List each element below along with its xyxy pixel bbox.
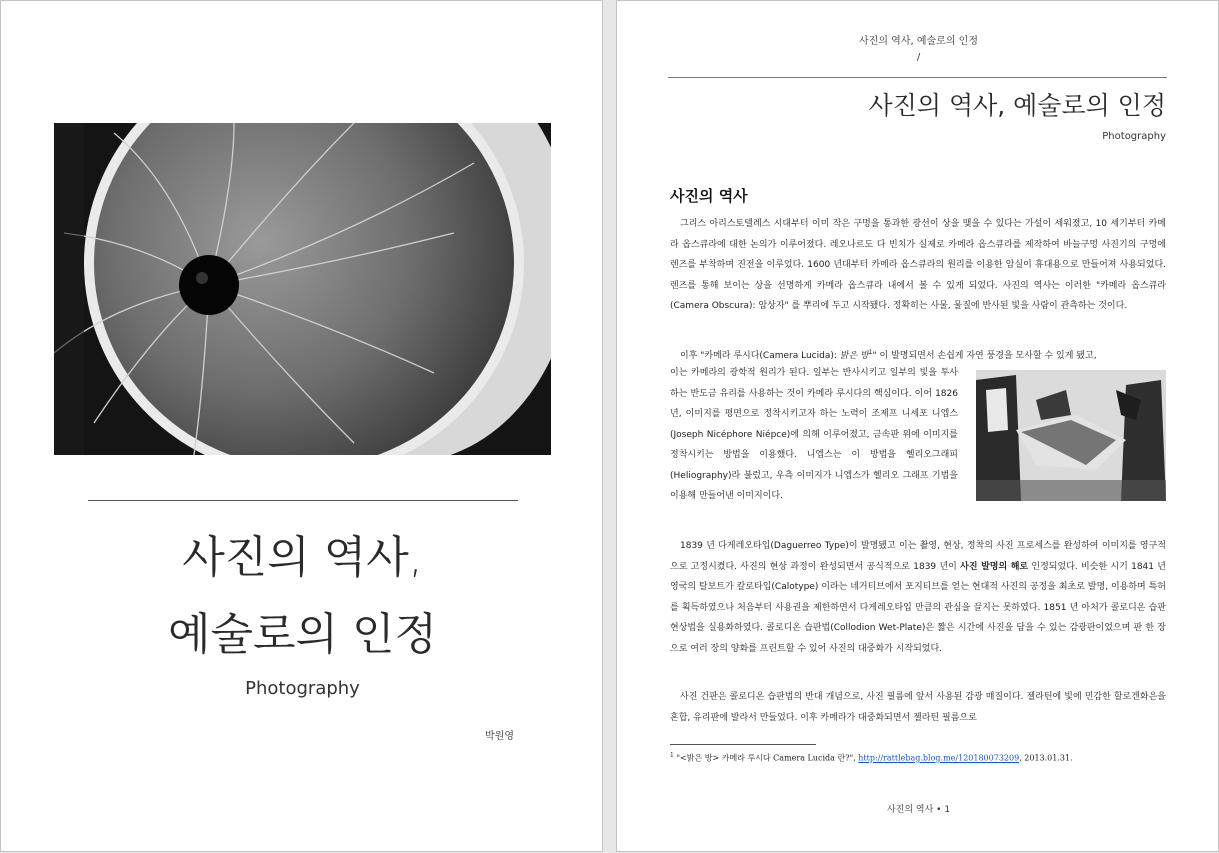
header-title: 사진의 역사, 예술로의 인정	[859, 36, 978, 47]
section-heading: 사진의 역사	[670, 187, 748, 205]
p3-text-a: 1839 년 다게레오타입(Daguerreo Type)이 발명됐고 이는 촬영, 현상, 정착의 사진 프로세스를 완성하여 이미지를 영구적으로 고정시켰다. 사진의 현상 과정이 완성되면서 공식적으로 1839 년이	[670, 541, 1166, 572]
footnote-divider	[670, 744, 816, 745]
p2-text-b: " 이 발명되면서 손쉽게 자연 풍경을 모사할 수 있게 됐고,	[872, 351, 1097, 361]
paragraph-4	[670, 687, 1166, 728]
paragraph-3	[670, 536, 1166, 659]
cover-title-line2: 예술로의 인정	[167, 609, 437, 660]
header-divider	[668, 77, 1167, 78]
cover-subtitle: Photography	[245, 678, 360, 699]
cover-title-line1: 사진의 역사,	[182, 532, 423, 583]
heliograph-image	[976, 370, 1166, 501]
p3-bold: 사진 발명의 해로	[960, 561, 1029, 572]
camera-aperture-image	[54, 123, 551, 455]
cover-page	[0, 0, 603, 852]
content-page	[616, 0, 1219, 852]
paragraph-1-text: 그리스 아리스토텔레스 시대부터 이미 작은 구멍을 통과한 광선이 상을 맺을 수 있다는 가설이 세워졌고, 10 세기부터 카메라 옵스큐라에 대한 논의가 이루어졌다. 레오나르도 다 빈치가 실제로 카메라 옵스큐라를 제작하여 바늘구멍 사진기의 구멍에 렌즈를 부착하며 진전을 이루었다. 1600 년대부터 카메라 옵스큐라의 원리를 이용한 암실이 휴대용으로 만들어져 사용되었다. 렌즈를 통해 보이는 상을 선명하게 카메라 옵스큐라 내에서 볼 수 있게 되었다. 사진의 역사는 이러한 "카메라 옵스큐라(Camera Obscura): 암상자" 를 뿌리에 두고 시작됐다. 정확히는 사물, 물질에 반사된 빛을 사람이 관측하는 것이다.	[670, 219, 1166, 311]
footnote	[670, 752, 1073, 764]
footnote-number: 1	[670, 752, 674, 759]
header-slash: /	[916, 52, 921, 63]
doc-subtitle: Photography	[1102, 131, 1166, 142]
page-footer: 사진의 역사 • 1	[886, 805, 951, 815]
page-header	[617, 34, 1219, 66]
paragraph-1	[670, 214, 1166, 317]
footnote-date: , 2013.01.31.	[1019, 753, 1073, 763]
footnote-text: "<밝은 방> 카메라 루시다 Camera Lucida 란?",	[676, 753, 859, 763]
footnote-link[interactable]: http://rattlebag.blog.me/120180073209	[858, 753, 1020, 763]
doc-title: 사진의 역사, 예술로의 인정	[868, 91, 1166, 120]
p2-text-a: 이후 "카메라 루시다(Camera Lucida):	[680, 351, 840, 361]
p3-text-b: 인정되었다. 비슷한 시기 1841 년 영국의 탈보트가 칼로타입(Calotype) 이라는 네거티브에서 포지티브를 얻는 현대적 사진의 공정을 최초로 발명, 이용하며 특허를 획득하였으나 처음부터 사용권을 제한하면서 다게레오타입 만큼의 관심을 끌지는 못하였다. 1851 년 아처가 콜로디온 습판 현상법을 실용화하였다. 콜로디온 습판법(Collodion Wet-Plate)은 짧은 시간에 사진을 담을 수 있는 감광판이었으며 판 한 장으로 여러 장의 양화를 프린트할 수 있어 사진의 대중화가 시작되었다.	[670, 561, 1166, 654]
footnote-ref[interactable]: 1	[868, 349, 873, 356]
paragraph-4-text: 사진 건판은 콜로디온 습판법의 반대 개념으로, 사진 필름에 앞서 사용된 감광 매질이다. 젤라틴에 빛에 민감한 할로겐화은을 혼합, 유리판에 발라서 만들었다. 이후 카메라가 대중화되면서 젤라틴 필름으로	[670, 692, 1166, 723]
cover-divider	[88, 500, 518, 501]
paragraph-2-rest: 이는 카메라의 광학적 원리가 된다. 일부는 반사시키고 일부의 빛을 투사하는 반도금 유리를 사용하는 것이 카메라 루시다의 핵심이다. 이어 1826 년, 이미지를 평면으로 정착시키고자 하는 노력이 조제프 니세포 니엡스(Joseph Nicéphore Niépce)에 의해 이루어졌고, 금속판 위에 이미지를 정착시키는 방법을 이용했다. 니엡스는 이 방법을 헬리오그래피(Heliography)라 불렀고, 우측 이미지가 니엡스가 헬리오 그래프 기법을 이용해 만들어낸 이미지이다.	[670, 368, 958, 501]
cover-author: 박원영	[485, 731, 514, 742]
p2-italic: 밝은 방	[839, 351, 869, 361]
